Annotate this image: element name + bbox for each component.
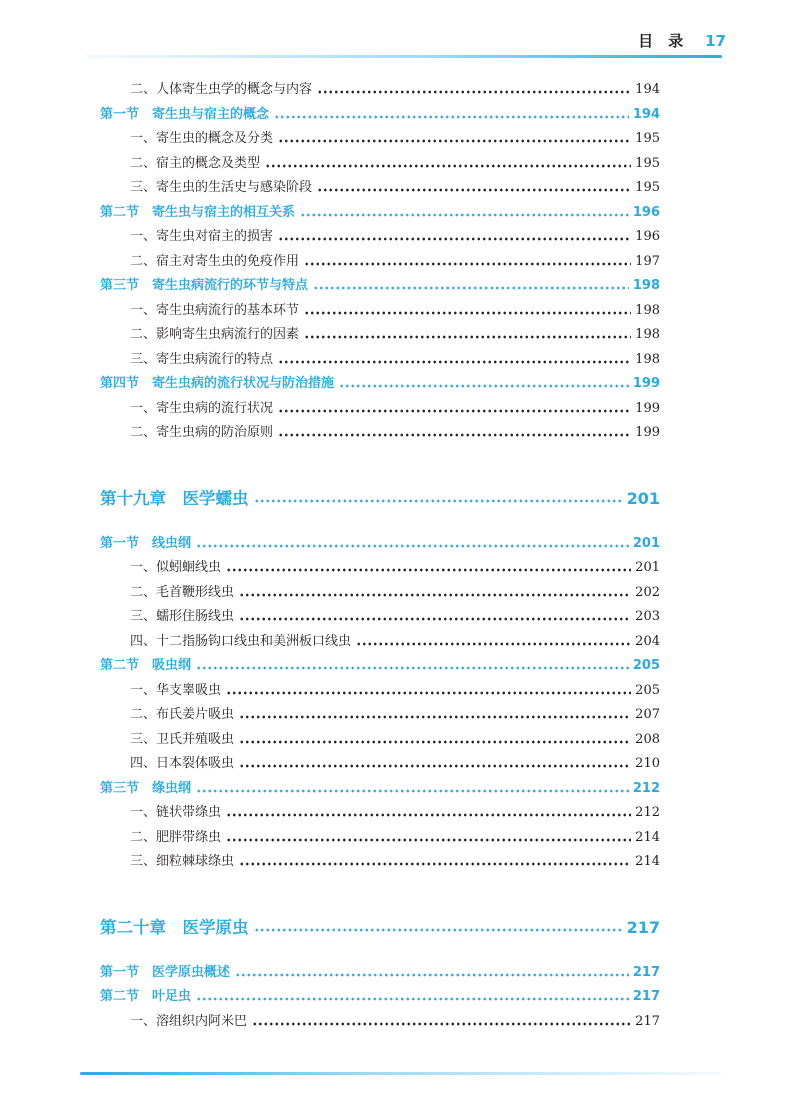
toc-entry[interactable] [100,397,660,422]
toc-entry-label: 四、十二指肠钩口线虫和美洲板口线虫 [130,633,352,649]
toc-entry-label: 三、卫氏并殖吸虫 [130,731,235,747]
dotted-leader [239,728,631,753]
dotted-leader [278,421,631,446]
dotted-leader [226,826,631,851]
dotted-leader [278,225,631,250]
dotted-leader [254,485,623,513]
dotted-leader [304,299,631,324]
dotted-leader [226,679,631,704]
dotted-leader [196,654,629,679]
dotted-leader [265,152,631,177]
toc-entry-label: 第三节 寄生虫病流行的环节与特点 [100,278,309,293]
dotted-leader [252,1010,631,1035]
toc-entry-page: 202 [635,584,660,600]
header-title: 目 录 [638,32,684,50]
toc-entry-page: 196 [632,204,660,220]
toc-entry-page: 199 [632,376,660,391]
toc-entry-page: 204 [635,633,660,649]
toc-entry[interactable] [100,274,660,299]
toc-entry-label: 第二节 寄生虫与宿主的相互关系 [100,204,296,220]
dotted-leader [239,605,631,630]
toc-entry[interactable] [100,127,660,152]
toc-entry-page: 198 [635,302,660,318]
toc-entry[interactable] [100,654,660,679]
toc-entry[interactable] [100,605,660,630]
dotted-leader [239,703,631,728]
toc-entry-page: 199 [635,400,660,416]
toc-entry-label: 一、寄生虫对宿主的损害 [130,229,274,244]
toc-entry-label: 二、布氏姜片吸虫 [130,707,235,722]
toc-entry-label: 一、寄生虫病的流行状况 [130,400,274,416]
toc-entry[interactable] [100,103,660,128]
toc-entry-page: 194 [635,82,660,97]
toc-entry[interactable] [100,323,660,348]
toc-entry[interactable] [100,961,660,986]
dotted-leader [226,801,631,826]
dotted-leader [356,630,631,655]
toc-entry-label: 第二节 叶足虫 [100,989,192,1004]
toc-entry-label: 二、宿主的概念及类型 [130,155,261,171]
toc-entry-label: 一、华支睾吸虫 [130,682,222,698]
toc-entry[interactable] [100,777,660,802]
dotted-leader [239,581,631,606]
toc-entry-page: 198 [635,327,660,342]
toc-entry-label: 一、溶组织内阿米巴 [130,1013,248,1029]
header-page-number: 17 [705,32,726,50]
toc-entry[interactable] [100,703,660,728]
toc-entry-label: 一、似蚓蛔线虫 [130,560,222,575]
dotted-leader [196,985,629,1010]
toc-entry-label: 二、寄生虫病的防治原则 [130,425,274,440]
dotted-leader [278,127,631,152]
dotted-leader [196,532,629,557]
toc-list [100,78,660,1034]
toc-entry-page: 199 [635,425,660,440]
toc-entry-page: 198 [632,278,660,293]
toc-entry-label: 第四节 寄生虫病的流行状况与防治措施 [100,376,335,391]
toc-entry-page: 201 [626,488,660,508]
toc-entry[interactable] [100,201,660,226]
dotted-leader [304,323,631,348]
dotted-leader [254,914,623,942]
dotted-leader [235,961,629,986]
toc-entry-label: 第十九章 医学蠕虫 [100,488,249,508]
toc-entry[interactable] [100,250,660,275]
toc-entry-label: 二、人体寄生虫学的概念与内容 [130,82,313,97]
toc-entry-label: 第一节 寄生虫与宿主的概念 [100,106,270,122]
toc-entry-page: 217 [635,1013,660,1029]
dotted-leader [317,78,631,103]
toc-entry-label: 第一节 线虫纲 [100,535,192,551]
dotted-leader [304,250,631,275]
toc-entry[interactable] [100,1010,660,1035]
toc-entry-page: 217 [632,989,660,1004]
toc-entry-label: 第二十章 医学原虫 [100,917,249,937]
toc-entry-label: 二、肥胖带绦虫 [130,829,222,845]
toc-entry-page: 195 [635,131,660,146]
dotted-leader [239,850,631,875]
toc-entry[interactable] [100,176,660,201]
toc-entry-label: 第一节 医学原虫概述 [100,964,231,980]
toc-entry[interactable] [100,299,660,324]
toc-entry[interactable] [100,630,660,655]
toc-entry-page: 217 [626,917,660,937]
toc-entry[interactable] [100,532,660,557]
toc-entry-label: 第二节 吸虫纲 [100,658,192,673]
page-header [638,30,726,51]
toc-entry-label: 三、寄生虫病流行的特点 [130,351,274,367]
toc-entry[interactable] [100,850,660,875]
toc-entry[interactable] [100,152,660,177]
toc-entry-page: 198 [635,351,660,367]
toc-entry-page: 210 [635,756,660,771]
toc-entry-label: 二、影响寄生虫病流行的因素 [130,327,300,342]
dotted-leader [226,556,631,581]
toc-entry-page: 214 [635,829,660,845]
dotted-leader [313,274,629,299]
toc-entry[interactable] [100,985,660,1010]
toc-entry[interactable] [100,225,660,250]
footer-divider [80,1072,722,1075]
toc-entry-page: 194 [632,106,660,122]
toc-entry[interactable] [100,826,660,851]
toc-entry[interactable] [100,78,660,103]
toc-entry-page: 201 [632,535,660,551]
toc-entry-label: 四、日本裂体吸虫 [130,756,235,771]
dotted-leader [278,348,631,373]
toc-entry[interactable] [100,485,660,513]
toc-entry[interactable] [100,728,660,753]
toc-entry-page: 205 [635,682,660,698]
toc-entry-page: 195 [635,180,660,195]
toc-entry-label: 第三节 绦虫纲 [100,780,192,796]
toc-entry-page: 212 [632,780,660,796]
dotted-leader [300,201,629,226]
toc-entry-page: 201 [635,560,660,575]
toc-entry-page: 208 [635,731,660,747]
toc-entry[interactable] [100,348,660,373]
toc-entry[interactable] [100,679,660,704]
dotted-leader [317,176,631,201]
toc-entry[interactable] [100,914,660,942]
toc-entry[interactable] [100,421,660,446]
toc-entry-label: 一、寄生虫病流行的基本环节 [130,302,300,318]
toc-entry-page: 197 [635,253,660,269]
toc-entry-label: 三、细粒棘球绦虫 [130,854,235,869]
toc-entry-label: 一、链状带绦虫 [130,805,222,820]
toc-entry-page: 205 [632,658,660,673]
toc-entry-page: 217 [632,964,660,980]
toc-entry-label: 一、寄生虫的概念及分类 [130,131,274,146]
toc-entry-page: 212 [635,805,660,820]
dotted-leader [239,752,631,777]
toc-entry-page: 214 [635,854,660,869]
toc-entry-page: 195 [635,155,660,171]
toc-entry[interactable] [100,581,660,606]
toc-entry-page: 196 [635,229,660,244]
toc-entry[interactable] [100,752,660,777]
toc-entry[interactable] [100,556,660,581]
dotted-leader [278,397,631,422]
dotted-leader [196,777,629,802]
toc-entry-label: 二、毛首鞭形线虫 [130,584,235,600]
dotted-leader [274,103,629,128]
dotted-leader [339,372,629,397]
toc-entry[interactable] [100,372,660,397]
header-divider [85,55,722,58]
toc-entry[interactable] [100,801,660,826]
toc-entry-label: 三、蠕形住肠线虫 [130,609,235,624]
toc-entry-label: 三、寄生虫的生活史与感染阶段 [130,180,313,195]
toc-entry-label: 二、宿主对寄生虫的免疫作用 [130,253,300,269]
toc-entry-page: 203 [635,609,660,624]
toc-entry-page: 207 [635,707,660,722]
